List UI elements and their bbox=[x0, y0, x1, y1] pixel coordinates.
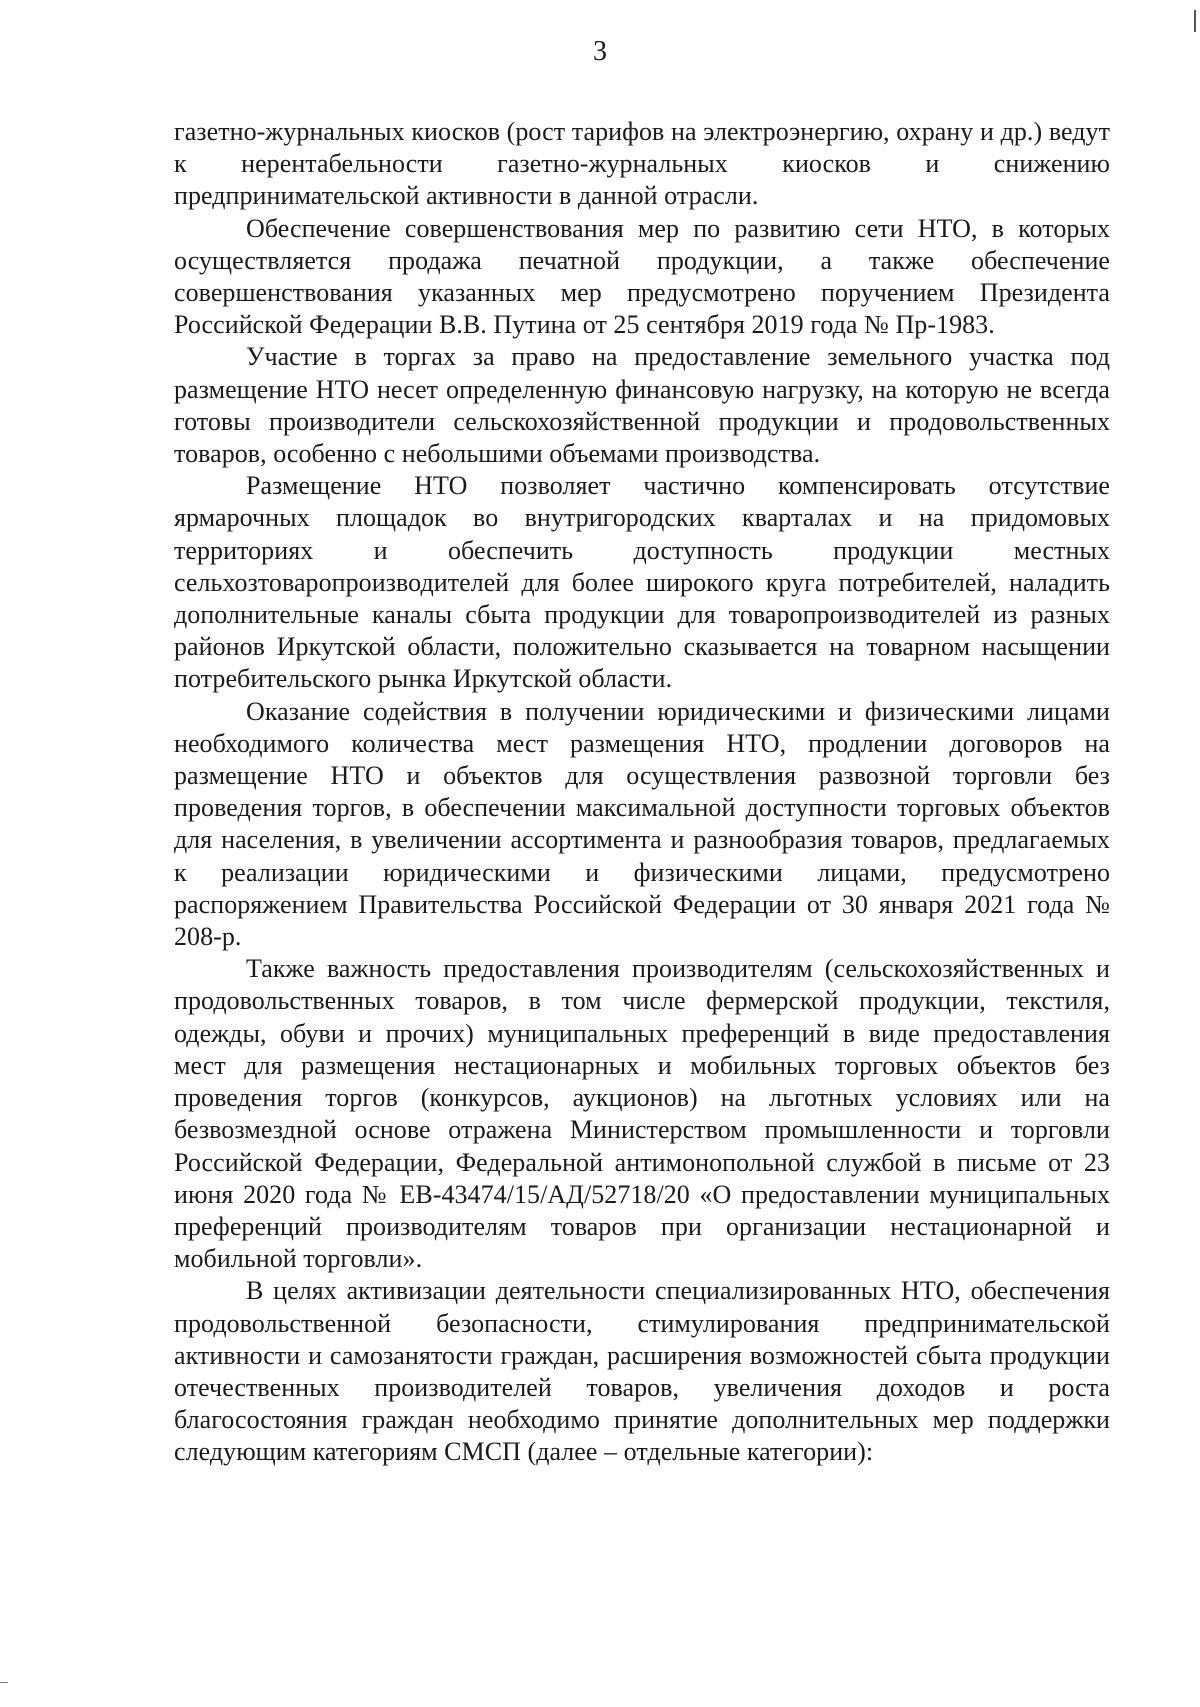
paragraph-5: Оказание содействия в получении юридическими и физическими лицами необходимого количества мест размещения НТО, продлении договоров на размещение НТО и объектов для осуществления развозной торговли без проведения торгов, в обеспечении максимальной доступности торговых объектов для населения, в увеличении ассортимента и разнообразия товаров, предлагаемых к реализации юридическими и физическими лицами, предусмотрено распоряжением Правительства Российской Федерации от 30 января 2021 года № 208-р. bbox=[174, 696, 1110, 952]
paragraph-6: Также важность предоставления производителям (сельскохозяйственных и продовольственных товаров, в том числе фермерской продукции, текстиля, одежды, обуви и прочих) муниципальных преференций в виде предоставления мест для размещения нестационарных и мобильных торговых объектов без проведения торгов (конкурсов, аукционов) на льготных условиях или на безвозмездной основе отражена Министерством промышленности и торговли Российской Федерации, Федеральной антимонопольной службой в письме от 23 июня 2020 года № ЕВ-43474/15/АД/52718/20 «О предоставлении муниципальных преференций производителям товаров при организации нестационарной и мобильной торговли». bbox=[174, 954, 1110, 1274]
page-number: 3 bbox=[593, 36, 607, 67]
paragraph-2: Обеспечение совершенствования мер по развитию сети НТО, в которых осуществляется продажа печатной продукции, а также обеспечение совершенствования указанных мер предусмотрено поручением Президента Российской Федерации В.В. Путина от 25 сентября 2019 года № Пр-1983. bbox=[174, 213, 1110, 340]
scan-edge-mark-bottom bbox=[0, 1682, 8, 1683]
document-body bbox=[174, 116, 1110, 1469]
paragraph-3: Участие в торгах за право на предоставление земельного участка под размещение НТО несет определенную финансовую нагрузку, на которую не всегда готовы производители сельскохозяйственной продукции и продовольственных товаров, особенно с небольшими объемами производства. bbox=[174, 342, 1110, 469]
paragraph-4: Размещение НТО позволяет частично компенсировать отсутствие ярмарочных площадок во внутригородских кварталах и на придомовых территориях и обеспечить доступность продукции местных сельхозтоваропроизводителей для более широкого круга потребителей, наладить дополнительные каналы сбыта продукции для товаропроизводителей из разных районов Иркутской области, положительно сказывается на товарном насыщении потребительского рынка Иркутской области. bbox=[174, 471, 1110, 694]
paragraph-7: В целях активизации деятельности специализированных НТО, обеспечения продовольственной безопасности, стимулирования предпринимательской активности и самозанятости граждан, расширения возможностей сбыта продукции отечественных производителей товаров, увеличения доходов и роста благосостояния граждан необходимо принятие дополнительных мер поддержки следующим категориям СМСП (далее – отдельные категории): bbox=[174, 1276, 1110, 1467]
scan-edge-mark bbox=[1194, 10, 1196, 32]
paragraph-1: газетно-журнальных киосков (рост тарифов на электроэнергию, охрану и др.) ведут к нерентабельности газетно-журнальных киосков и снижению предпринимательской активности в данной отрасли. bbox=[174, 117, 1110, 211]
